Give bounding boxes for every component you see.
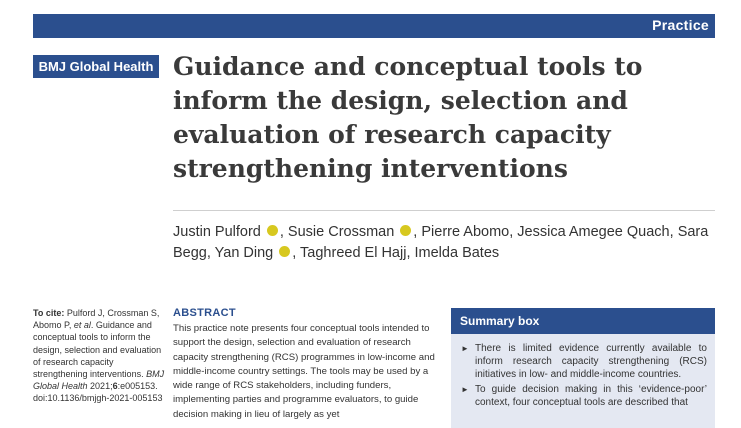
- citation-journal: BMJ Global Health: [33, 369, 165, 392]
- orcid-icon[interactable]: [400, 225, 411, 236]
- orcid-icon[interactable]: [267, 225, 278, 236]
- title-divider: [173, 210, 715, 211]
- list-item: ► There is limited evidence currently available to inform research capacity strengthening (RCS) initiatives in low- and middle-income countries.: [461, 343, 707, 381]
- author-name[interactable]: Jessica Amegee Quach: [517, 224, 670, 240]
- citation-block: To cite: Pulford J, Crossman S, Abomo P, et al. Guidance and conceptual tools to inform the design, selection and evaluation of research capacity strengthening interventions. BMJ Global Health 2021;6:e005153. doi:10.1136/bmjgh-2021-005153: [33, 308, 165, 404]
- author-name[interactable]: Sara Begg: [173, 224, 709, 261]
- orcid-icon[interactable]: [279, 246, 290, 257]
- author-name[interactable]: Susie Crossman: [287, 224, 395, 240]
- citation-doi[interactable]: :e005153. doi:10.1136/: [33, 381, 158, 404]
- summary-list: [451, 334, 715, 409]
- author-name[interactable]: Taghreed El Hajj: [300, 245, 407, 261]
- citation-label: To cite:: [33, 308, 65, 318]
- journal-badge: BMJ Global Health: [33, 55, 159, 78]
- abstract-heading: ABSTRACT: [173, 307, 236, 319]
- article-title: Guidance and conceptual tools to inform the design, selection and evaluation of research capacity strengthening interventions: [173, 52, 643, 183]
- author-name[interactable]: Imelda Bates: [414, 245, 500, 261]
- triangle-bullet-icon: ►: [461, 384, 469, 394]
- author-name[interactable]: Justin Pulford: [173, 224, 261, 240]
- summary-box: [451, 308, 715, 428]
- author-name[interactable]: Yan Ding: [214, 245, 274, 261]
- author-list: Justin Pulford , Susie Crossman , Pierre Abomo, Jessica Amegee Quach, Sara Begg, Yan Ding , Taghreed El Hajj, Imelda Bates: [173, 224, 709, 261]
- list-item: ► To guide decision making in this ‘evidence-poor’ context, four conceptual tools are described that: [461, 383, 707, 408]
- triangle-bullet-icon: ►: [461, 344, 469, 353]
- summary-box-title: Summary box: [451, 308, 715, 334]
- top-banner: [33, 14, 715, 38]
- abstract-text: This practice note presents four conceptual tools intended to support the design, selection and evaluation of research capacity strengthening (RCS) programmes in low-income and middle-income country settings. The tools may be used by a wide range of RCS stakeholders, including funders, implementing parties and programme evaluators, to guide decision making in lieu of largely as yet: [173, 323, 435, 420]
- author-name[interactable]: Pierre Abomo: [421, 224, 510, 240]
- section-label: Practice: [652, 17, 709, 33]
